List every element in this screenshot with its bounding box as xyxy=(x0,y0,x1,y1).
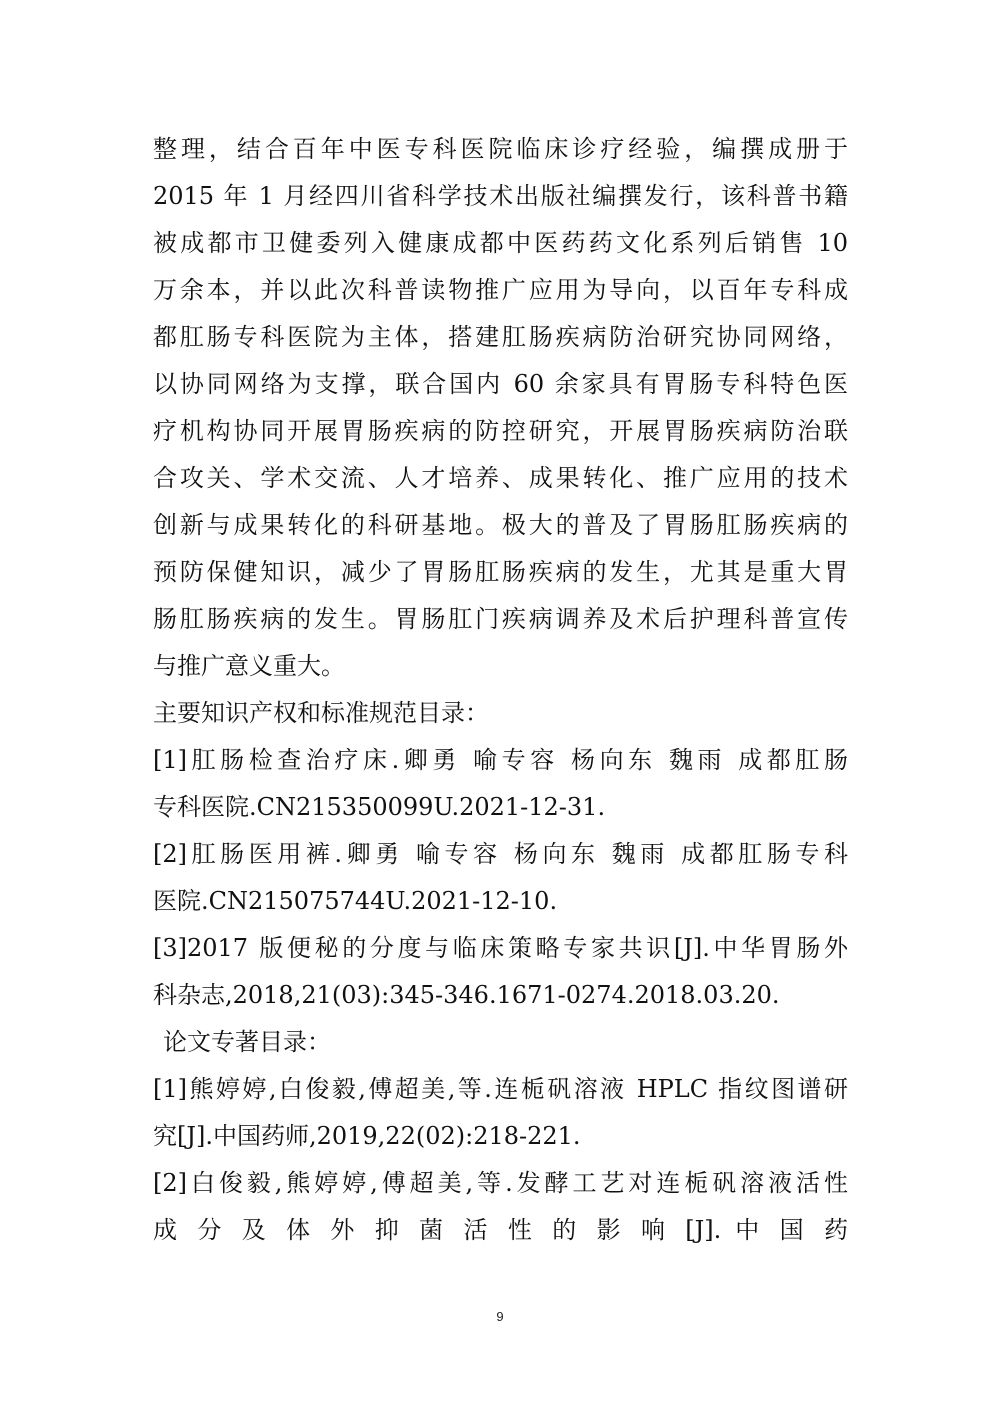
reference-item-continued: 究[J].中国药师,2019,22(02):218-221. xyxy=(153,1122,581,1150)
body-text-line: 被成都市卫健委列入健康成都中医药药文化系列后销售 10 xyxy=(153,229,848,257)
body-text-line: 2015 年 1 月经四川省科学技术出版社编撰发行，该科普书籍 xyxy=(153,182,848,210)
body-text-line: 整理，结合百年中医专科医院临床诊疗经验，编撰成册于 xyxy=(153,135,848,163)
body-text-line: 肠肛肠疾病的发生。胃肠肛门疾病调养及术后护理科普宣传 xyxy=(153,605,848,633)
reference-item: [2]白俊毅,熊婷婷,傅超美,等.发酵工艺对连栀矾溶液活性 xyxy=(153,1169,848,1197)
reference-item: [1]熊婷婷,白俊毅,傅超美,等.连栀矾溶液 HPLC 指纹图谱研 xyxy=(153,1075,848,1103)
body-text-line: 预防保健知识，减少了胃肠肛肠疾病的发生，尤其是重大胃 xyxy=(153,558,848,586)
reference-item-continued: 科杂志,2018,21(03):345-346.1671-0274.2018.03.20. xyxy=(153,981,780,1009)
reference-item: [2]肛肠医用裤.卿勇 喻专容 杨向东 魏雨 成都肛肠专科 xyxy=(153,840,848,868)
body-text-line: 疗机构协同开展胃肠疾病的防控研究，开展胃肠疾病防治联 xyxy=(153,417,848,445)
body-text-line: 以协同网络为支撑，联合国内 60 余家具有胃肠专科特色医 xyxy=(153,370,848,398)
body-text-line: 合攻关、学术交流、人才培养、成果转化、推广应用的技术 xyxy=(153,464,848,492)
body-text-line: 与推广意义重大。 xyxy=(153,652,345,680)
page-number: 9 xyxy=(496,1309,504,1324)
body-text-line: 创新与成果转化的科研基地。极大的普及了胃肠肛肠疾病的 xyxy=(153,511,848,539)
body-text-line: 万余本，并以此次科普读物推广应用为导向，以百年专科成 xyxy=(153,276,848,304)
reference-item-continued: 医院.CN215075744U.2021-12-10. xyxy=(153,887,558,915)
body-text-line: 都肛肠专科医院为主体，搭建肛肠疾病防治研究协同网络， xyxy=(153,323,848,351)
reference-item-continued: 成 分 及 体 外 抑 菌 活 性 的 影 响 [J]. 中 国 药 xyxy=(153,1216,848,1244)
section-heading-papers: 论文专著目录： xyxy=(163,1028,331,1056)
reference-item: [1]肛肠检查治疗床.卿勇 喻专容 杨向东 魏雨 成都肛肠 xyxy=(153,746,848,774)
reference-item: [3]2017 版便秘的分度与临床策略专家共识[J].中华胃肠外 xyxy=(153,934,848,962)
reference-item-continued: 专科医院.CN215350099U.2021-12-31. xyxy=(153,793,606,821)
section-heading-ip: 主要知识产权和标准规范目录： xyxy=(153,699,489,727)
